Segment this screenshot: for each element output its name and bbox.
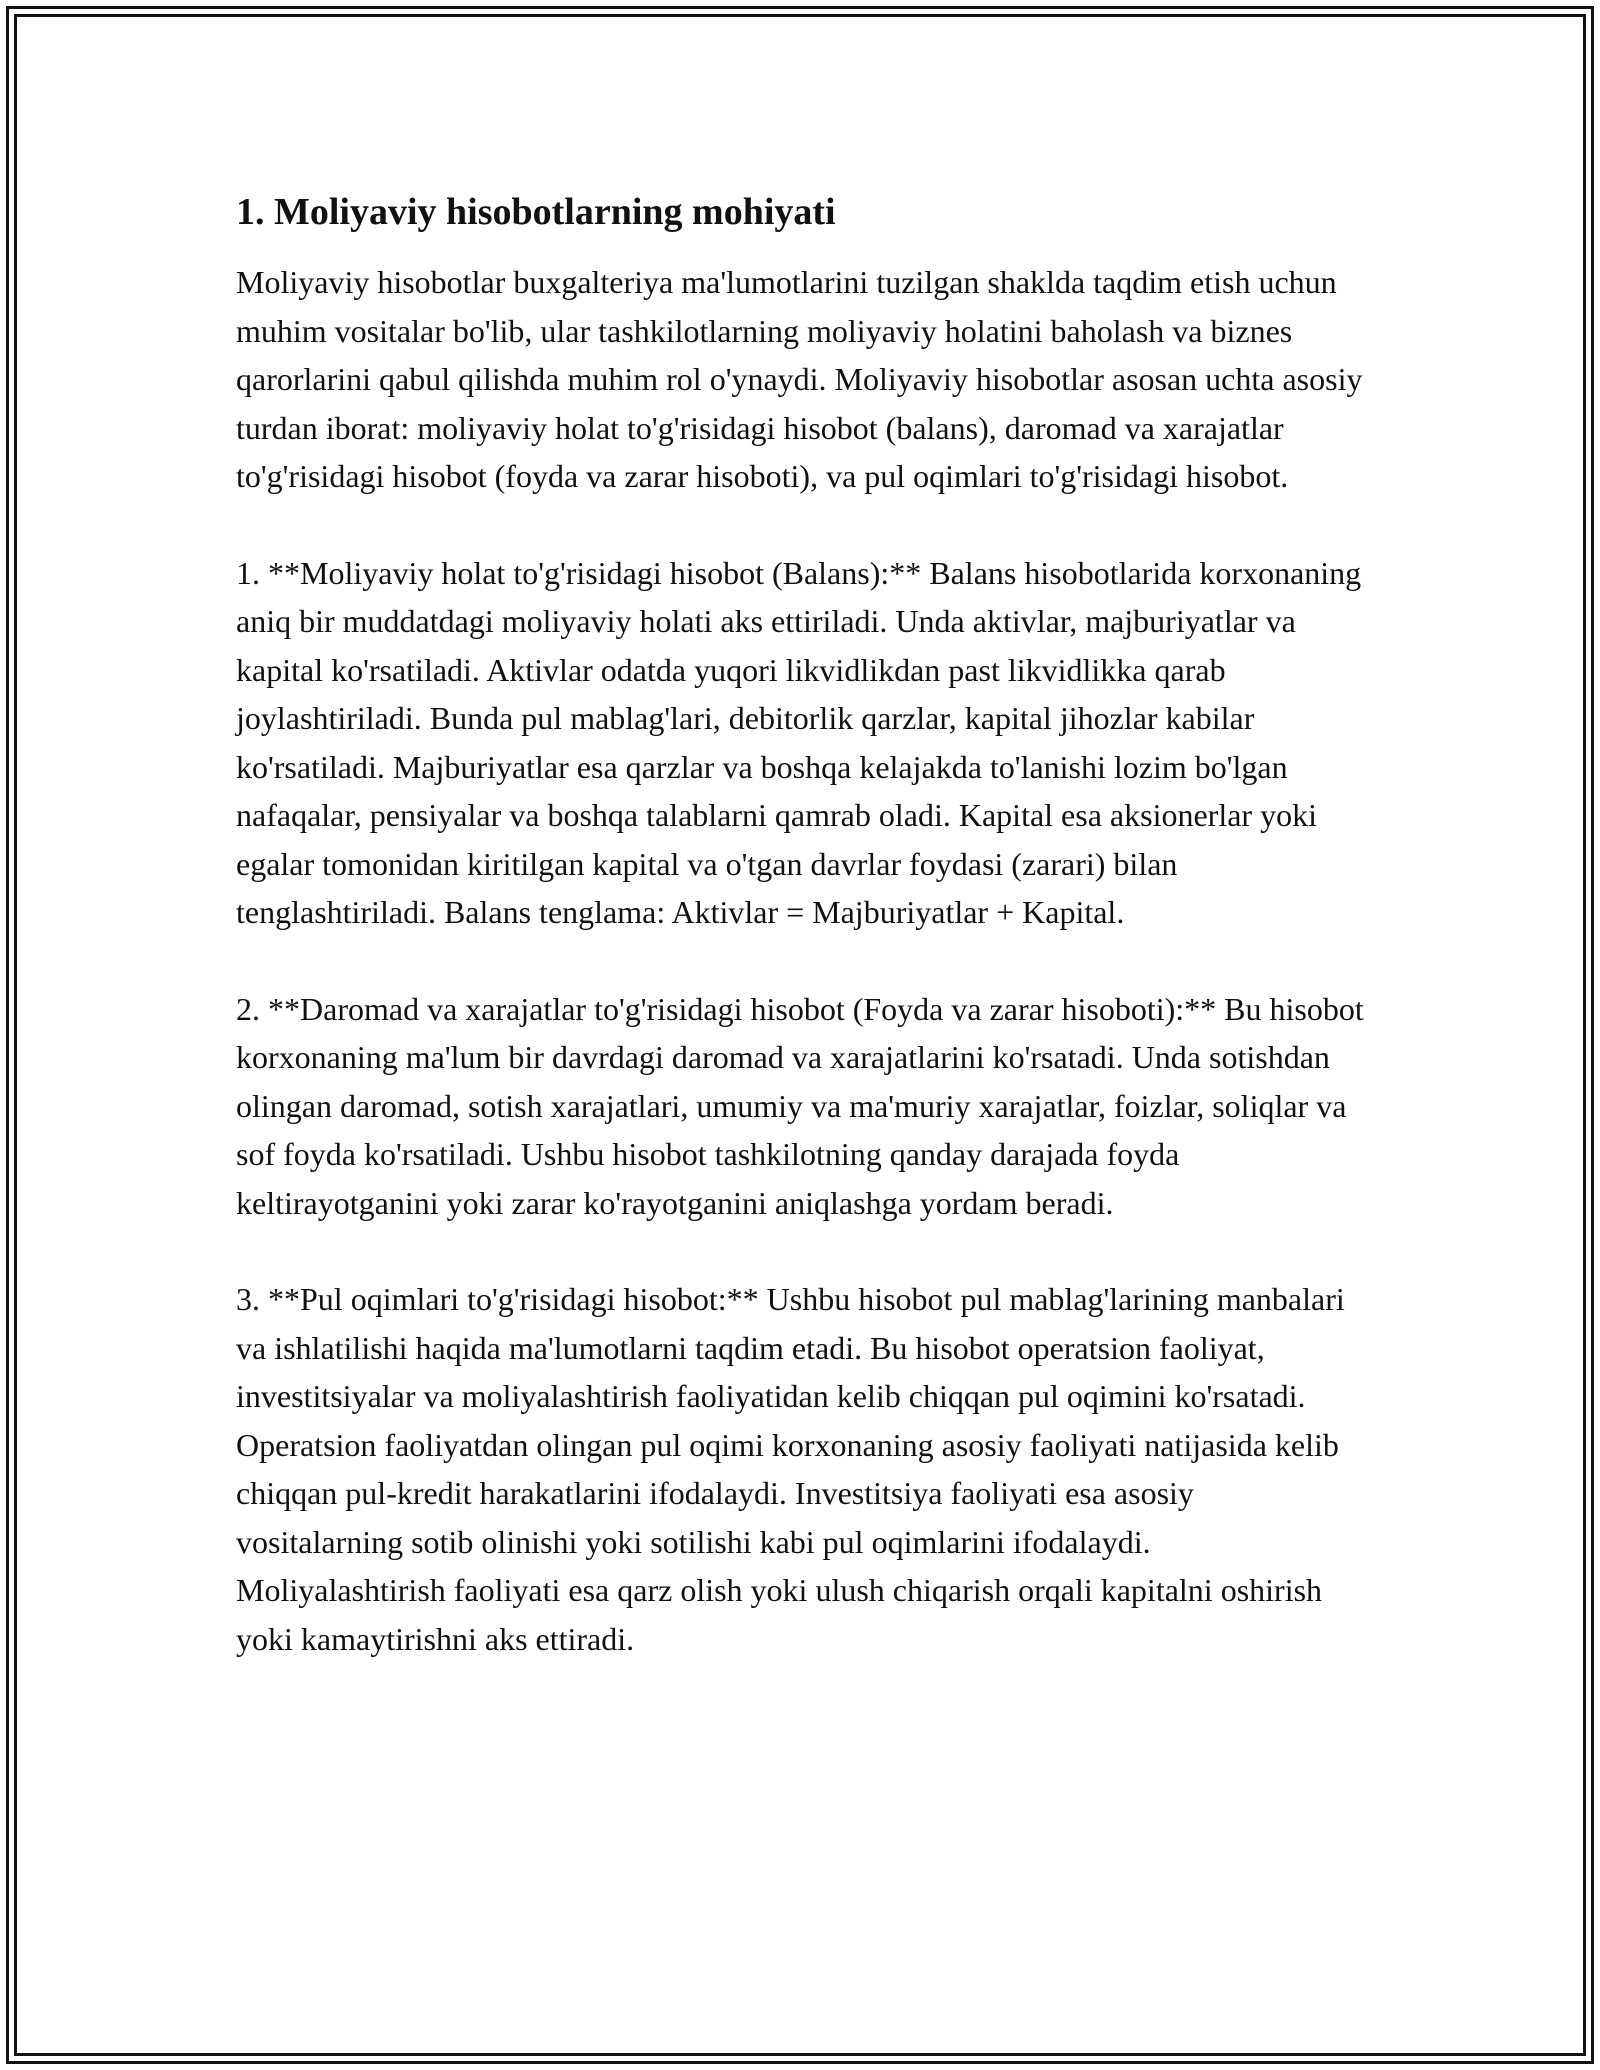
balance-sheet-paragraph: 1. **Moliyaviy holat to'g'risidagi hisobot (Balans):** Balans hisobotlarida korxonaning aniq bir muddatdagi moliyaviy holati aks ettiriladi. Unda aktivlar, majburiyatlar va kapital ko'rsatiladi. Aktivlar odatda yuqori likvidlikdan past likvidlikka qarab joylashtiriladi. Bunda pul mablag'lari, debitorlik qarzlar, kapital jihozlar kabilar ko'rsatiladi. Majburiyatlar esa qarzlar va boshqa kelajakda to'lanishi lozim bo'lgan nafaqalar, pensiyalar va boshqa talablarni qamrab oladi. Kapital esa aksionerlar yoki egalar tomonidan kiritilgan kapital va o'tgan davrlar foydasi (zarari) bilan tenglashtiriladi. Balans tenglama: Aktivlar = Majburiyatlar + Kapital. [236, 554, 1362, 930]
intro-paragraph: Moliyaviy hisobotlar buxgalteriya ma'lumotlarini tuzilgan shaklda taqdim etish uchun muhim vositalar bo'lib, ular tashkilotlarning moliyaviy holatini baholash va biznes qarorlarini qabul qilishda muhim rol o'ynaydi. Moliyaviy hisobotlar asosan uchta asosiy turdan iborat: moliyaviy holat to'g'risidagi hisobot (balans), daromad va xarajatlar to'g'risidagi hisobot (foyda va zarar hisoboti), va pul oqimlari to'g'risidagi hisobot. [236, 264, 1363, 494]
income-statement-paragraph: 2. **Daromad va xarajatlar to'g'risidagi hisobot (Foyda va zarar hisoboti):** Bu hisobot korxonaning ma'lum bir davrdagi daromad va xarajatlarini ko'rsatadi. Unda sotishdan olingan daromad, sotish xarajatlari, umumiy va ma'muriy xarajatlar, foizlar, soliqlar va sof foyda ko'rsatiladi. Ushbu hisobot tashkilotning qanday darajada foyda keltirayotganini yoki zarar ko'rayotganini aniqlashga yordam beradi. [236, 990, 1364, 1221]
section-heading: 1. Moliyaviy hisobotlarning mohiyati [236, 191, 836, 233]
cash-flow-paragraph: 3. **Pul oqimlari to'g'risidagi hisobot:** Ushbu hisobot pul mablag'larining manbalari va ishlatilishi haqida ma'lumotlarni taqdim etadi. Bu hisobot operatsion faoliyat, investitsiyalar va moliyalashtirish faoliyatidan kelib chiqqan pul oqimini ko'rsatadi. Operatsion faoliyatdan olingan pul oqimi korxonaning asosiy faoliyati natijasida kelib chiqqan pul-kredit harakatlarini ifodalaydi. Investitsiya faoliyati esa asosiy vositalarning sotib olinishi yoki sotilishi kabi pul oqimlarini ifodalaydi. Moliyalashtirish faoliyati esa qarz olish yoki ulush chiqarish orqali kapitalni oshirish yoki kamaytirishni aks ettiradi. [236, 1281, 1345, 1657]
document-body [236, 186, 1366, 1711]
